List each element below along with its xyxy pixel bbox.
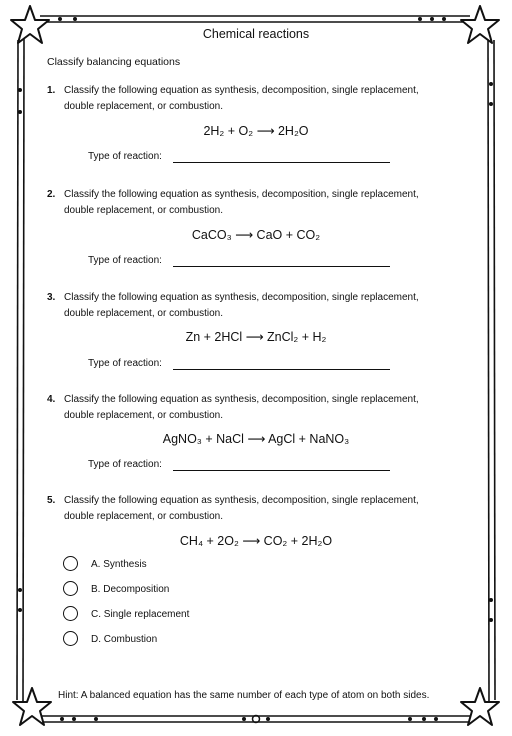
- question-text: Classify the following equation as synthesis, decomposition, single replacement, double replacement, or combustion.: [64, 189, 419, 216]
- question-text: Classify the following equation as synthesis, decomposition, single replacement, double replacement, or combustion.: [64, 495, 419, 522]
- type-of-reaction-label: Type of reaction:: [88, 151, 162, 162]
- radio-circle-icon[interactable]: [63, 581, 78, 596]
- type-of-reaction-2: [88, 255, 162, 266]
- equation-1: 2H₂ + O₂ ⟶ 2H₂O: [203, 124, 309, 138]
- question-number: 4.: [47, 394, 56, 405]
- question-number: 1.: [47, 85, 56, 96]
- question-text: Classify the following equation as synthesis, decomposition, single replacement, double replacement, or combustion.: [64, 394, 419, 421]
- question-text: Classify the following equation as synthesis, decomposition, single replacement, double replacement, or combustion.: [64, 292, 419, 319]
- option-label: B. Decomposition: [91, 584, 170, 595]
- star-icon: [13, 688, 51, 725]
- answer-line[interactable]: [173, 369, 390, 370]
- type-of-reaction-4: [88, 459, 162, 470]
- star-icon: [461, 688, 499, 725]
- worksheet-subtitle: Classify balancing equations: [47, 56, 181, 68]
- question-number: 3.: [47, 292, 56, 303]
- radio-circle-icon[interactable]: [63, 556, 78, 571]
- question-4: [47, 392, 447, 424]
- option-label: C. Single replacement: [91, 609, 190, 620]
- type-of-reaction-label: Type of reaction:: [88, 255, 162, 266]
- hint-text: Hint: A balanced equation has the same number of each type of atom on both sides.: [58, 690, 430, 701]
- radio-circle-icon[interactable]: [63, 631, 78, 646]
- equation-5: CH₄ + 2O₂ ⟶ CO₂ + 2H₂O: [179, 534, 333, 548]
- type-of-reaction-3: [88, 358, 162, 369]
- type-of-reaction-1: [88, 151, 162, 162]
- radio-circle-icon[interactable]: [63, 606, 78, 621]
- type-of-reaction-label: Type of reaction:: [88, 459, 162, 470]
- question-2: [47, 187, 447, 219]
- equation-3: Zn + 2HCl ⟶ ZnCl₂ + H₂: [185, 330, 327, 344]
- equation-2: CaCO₃ ⟶ CaO + CO₂: [191, 228, 321, 242]
- answer-line[interactable]: [173, 162, 390, 163]
- option-label: A. Synthesis: [91, 559, 147, 570]
- question-3: [47, 290, 447, 322]
- question-1: [47, 83, 447, 115]
- question-number: 5.: [47, 495, 56, 506]
- answer-line[interactable]: [173, 266, 390, 267]
- option-label: D. Combustion: [91, 634, 158, 645]
- question-5: [47, 493, 447, 525]
- question-text: Classify the following equation as synthesis, decomposition, single replacement, double replacement, or combustion.: [64, 85, 419, 112]
- question-number: 2.: [47, 189, 56, 200]
- type-of-reaction-label: Type of reaction:: [88, 358, 162, 369]
- equation-4: AgNO₃ + NaCl ⟶ AgCl + NaNO₃: [162, 432, 350, 446]
- worksheet-title: Chemical reactions: [202, 27, 310, 41]
- answer-line[interactable]: [173, 470, 390, 471]
